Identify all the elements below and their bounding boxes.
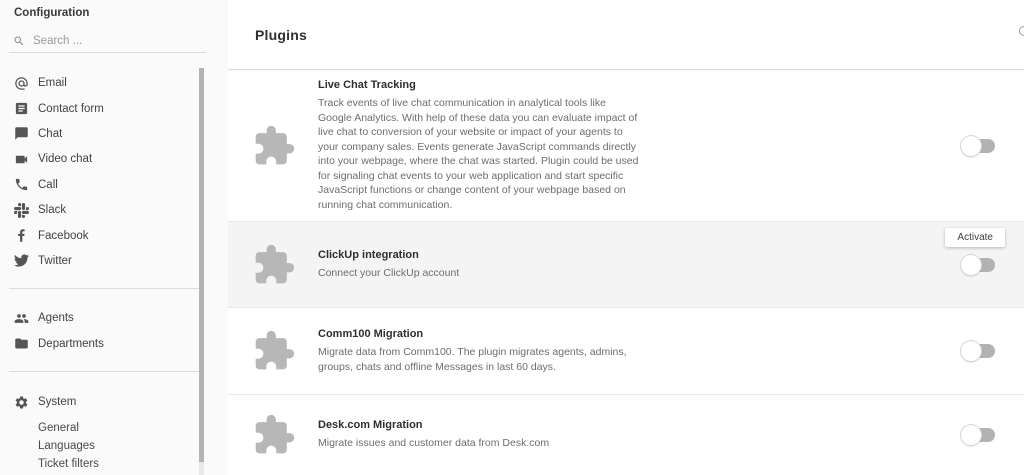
puzzle-piece-icon <box>252 124 296 168</box>
sidebar-subitem-label: Ticket filters <box>38 457 99 470</box>
facebook-icon <box>14 228 29 243</box>
activate-tooltip[interactable]: Activate <box>945 228 1005 247</box>
sidebar-divider <box>9 371 199 372</box>
sidebar-item-call[interactable] <box>0 172 200 197</box>
sidebar-item-label: Chat <box>38 127 63 140</box>
toggle-knob <box>961 255 981 275</box>
sidebar-item-label: Video chat <box>38 153 93 166</box>
video-chat-icon <box>14 152 29 167</box>
plugin-row-comm100-migration <box>228 308 1024 395</box>
plugin-row-clickup-integration <box>228 222 1024 308</box>
header-partial-icon[interactable] <box>1019 26 1024 36</box>
plugin-name: Live Chat Tracking <box>318 79 416 91</box>
sidebar-nav-channels <box>0 71 200 274</box>
sidebar-search[interactable] <box>0 31 206 51</box>
plugins-header <box>228 0 1024 70</box>
sidebar-divider <box>9 288 199 289</box>
sidebar-item-label: Departments <box>38 337 104 350</box>
sidebar-item-label: Email <box>38 77 67 90</box>
sidebar-item-system[interactable] <box>0 390 200 415</box>
system-gear-icon <box>14 395 29 410</box>
search-input[interactable] <box>33 35 193 47</box>
toggle-knob <box>961 136 981 156</box>
plugin-name: Desk.com Migration <box>318 419 423 432</box>
sidebar-subitem-label: General <box>38 421 79 434</box>
sidebar-item-video-chat[interactable] <box>0 147 200 172</box>
comm100-migration-toggle[interactable] <box>961 341 995 361</box>
live-chat-tracking-toggle[interactable] <box>961 136 995 156</box>
plugin-row-desk-com-migration <box>228 395 1024 475</box>
search-divider <box>9 52 206 53</box>
sidebar-item-label: Agents <box>38 312 74 325</box>
sidebar-subitem-ticket-filters[interactable] <box>0 455 200 473</box>
sidebar-nav-system <box>0 390 200 415</box>
sidebar-item-slack[interactable] <box>0 197 200 222</box>
plugin-row-live-chat-tracking <box>228 70 1024 222</box>
sidebar-scrollbar-thumb[interactable] <box>199 68 204 462</box>
sidebar-nav-people <box>0 306 200 357</box>
plugin-name: Comm100 Migration <box>318 328 424 340</box>
toggle-knob <box>961 425 981 445</box>
sidebar-item-label: System <box>38 396 77 409</box>
sidebar-item-label: Contact form <box>38 102 104 115</box>
departments-icon <box>14 336 29 351</box>
desk-com-migration-toggle[interactable] <box>961 425 995 445</box>
toggle-knob <box>961 341 981 361</box>
plugin-description: Migrate data from Comm100. The plugin migrates agents, admins, groups, chats and offline Messages in last 60 days. <box>318 346 627 373</box>
sidebar-item-label: Slack <box>38 204 67 217</box>
chat-icon <box>14 126 29 141</box>
puzzle-piece-icon <box>252 329 296 373</box>
sidebar-subitem-general[interactable] <box>0 419 200 437</box>
plugin-description: Migrate issues and customer data from Desk.com <box>318 437 550 450</box>
page-title: Plugins <box>255 26 307 43</box>
plugin-description: Track events of live chat communication in analytical tools like Google Analytics. With help of these data you can evaluate impact of live chat to conversion of your website or impact of your agents to your company sales. Events generate JavaScript commands directly into your webpage, where the chat was started. Plugin could be used for signaling chat events to your web application and start specific JavaScript functions or change content of your webpage based on running chat communication. <box>318 97 639 211</box>
sidebar-item-email[interactable] <box>0 71 200 96</box>
sidebar-subitem-label: Languages <box>38 439 95 452</box>
email-icon <box>14 76 29 91</box>
twitter-icon <box>14 253 29 268</box>
sidebar-item-label: Call <box>38 178 58 191</box>
sidebar-item-twitter[interactable] <box>0 248 200 273</box>
sidebar-item-facebook[interactable] <box>0 223 200 248</box>
sidebar-item-contact-form[interactable] <box>0 96 200 121</box>
slack-icon <box>14 203 29 218</box>
sidebar-item-label: Twitter <box>38 254 72 267</box>
sidebar <box>0 0 228 475</box>
plugin-name: ClickUp integration <box>318 248 419 261</box>
contact-form-icon <box>14 101 29 116</box>
sidebar-item-chat[interactable] <box>0 121 200 146</box>
call-icon <box>14 177 29 192</box>
plugin-description: Connect your ClickUp account <box>318 266 460 279</box>
plugins-panel <box>228 0 1024 475</box>
agents-icon <box>14 311 29 326</box>
sidebar-subitem-languages[interactable] <box>0 437 200 455</box>
sidebar-item-agents[interactable] <box>0 306 200 331</box>
puzzle-piece-icon <box>252 413 296 457</box>
sidebar-title: Configuration <box>14 7 90 19</box>
puzzle-piece-icon <box>252 243 296 287</box>
search-icon <box>13 35 25 47</box>
sidebar-item-label: Facebook <box>38 229 89 242</box>
sidebar-scrollbar-track[interactable] <box>199 68 204 475</box>
sidebar-system-subnav <box>0 419 200 474</box>
sidebar-item-departments[interactable] <box>0 331 200 356</box>
clickup-integration-toggle[interactable] <box>961 255 995 275</box>
